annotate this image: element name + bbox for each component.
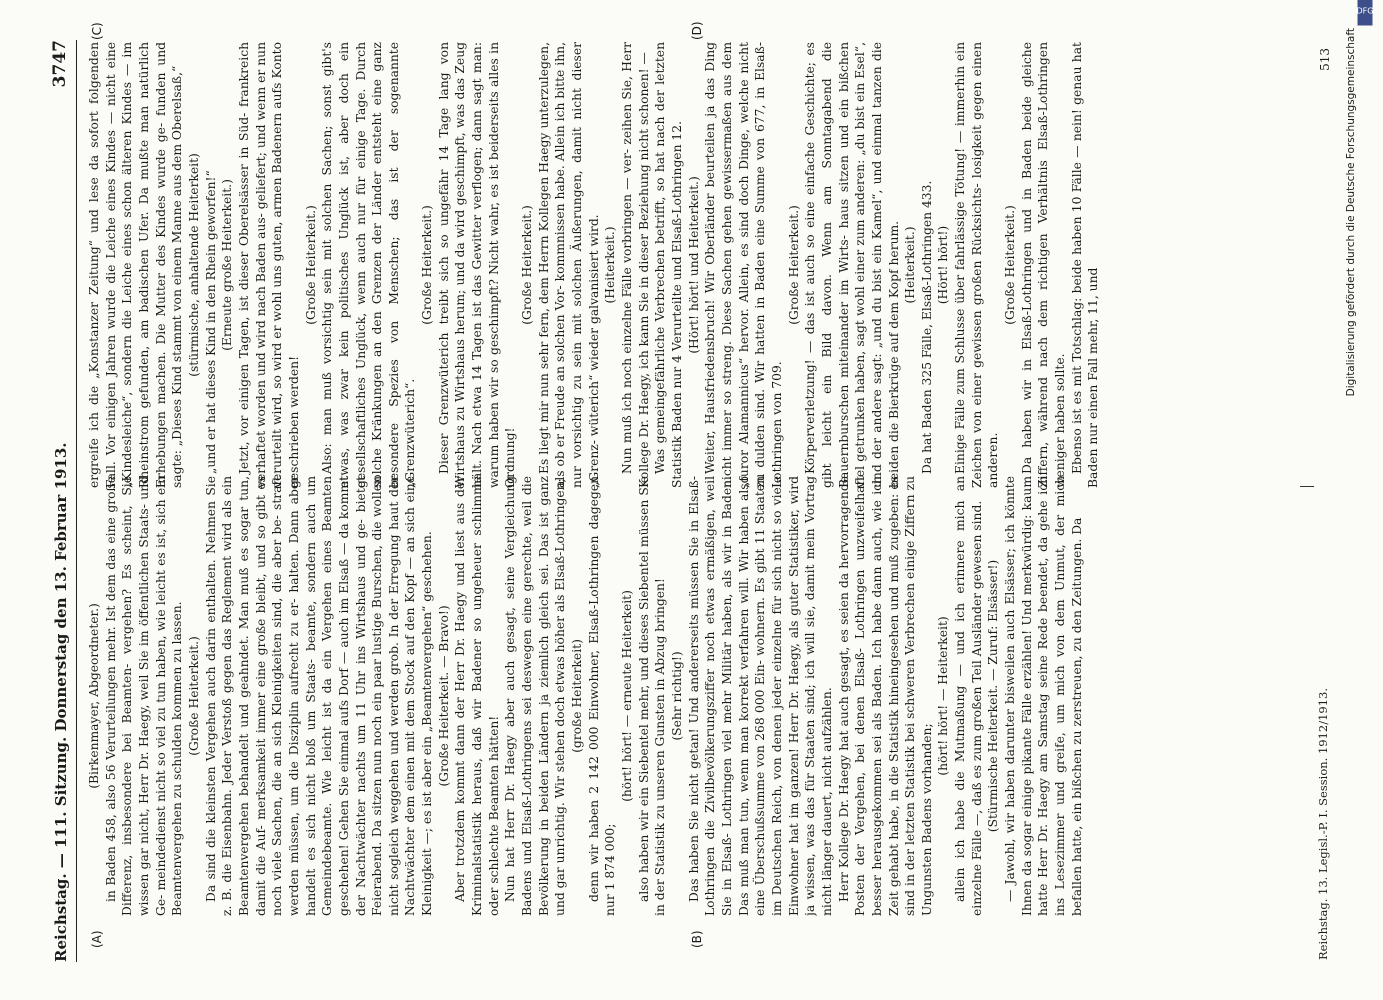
paragraph: denn wir haben 2 142 000 Einwohner, Elsaß-Lothringen dagegen nur 1 874 000; [586,476,618,916]
paragraph: (Stürmische Heiterkeit. — Zuruf: Elsässer!) [986,559,1001,833]
margin-mark-c: (C) [90,22,104,40]
paragraph: Es liegt mir nun sehr fern, dem Herrn Kollegen Haegy unterzulegen, als ob er Freude an solchen Vor- kommnissen habe. Allein ich bitte ihn, nur vorsichtig zu sein mit solchen Äußerungen, damit nicht dieser „Grenz- wüterich“ wieder galvanisiert wird. [536,42,601,488]
paragraph: (Große Heiterkeit.) [186,636,201,756]
right-text-column [86,42,1326,488]
paragraph: (stürmische, anhaltende Heiterkeit) [186,153,201,377]
left-text-column [86,476,1326,916]
paragraph: (große Heiterkeit) [570,639,585,753]
paragraph: in Baden 458, also 56 Verurteilungen mehr. Ist dem das eine große Differenz, insbesondere bei Beamten- vergehen? Es scheint, Sie wissen gar nicht, Herr Dr. Haegy, weil Sie im öffentlichen Staats- und Ge- meindedienst nicht so viel zu tun haben, wie leicht es ist, sich ein Beamtenvergehen zu schulden kommen zu lassen. [103,476,185,916]
paragraph: (Große Heiterkeit.) [420,205,435,325]
paragraph: Da hat Baden 325 Fälle, Elsaß-Lothringen 433. [919,180,934,474]
header-rule [76,40,77,962]
footer-page-sheet: 513 [1318,48,1332,71]
paragraph: Was gemeingefährliche Verbrechen betrifft, so hat nach der letzten Statistik Baden nur 4 Verurteilte und Elsaß-Lothringen 12. [653,42,684,488]
margin-mark-a: (A) [90,930,104,948]
paragraph: Aber trotzdem kommt dann der Herr Dr. Haegy und liest aus der Kriminalstatistik heraus, daß wir Badener so ungeheuer schlimme oder schlechte Beamten hätten! [453,476,501,916]
paragraph: (Hört! hört!) [936,225,951,305]
paragraph: — Jawohl, wir haben darunter bisweilen auch Elsässer; ich könnte Ihnen da sogar einige pikante Fälle erzählen! Und merkwürdig: kaum hatte Herr Dr. Haegy am Samstag seine Rede beendet, da gehe ich ins Lesezimmer und greife, um mich von dem Unmut, der mich befallen hatte, ein bißchen zu zerstreuen, zu den Zeitungen. Da [1003,476,1084,916]
paragraph: ergreife ich die „Konstanzer Zeitung“ und lese da sofort folgenden Fall. Vor einigen Jahren wurde die Leiche eines Kindes — nicht eine „Kindesleiche“, sondern die Leiche eines schon älteren Kindes — im Rheinstrom gefunden, am badischen Ufer. Da mußte man natürlich Erhebungen machen. Die Mutter des Kindes wurde ge- funden und sagte: „Dieses Kind stammt von einem Manne aus dem Oberelsaß,“ [87,42,185,488]
paragraph: (Heiterkeit.) [903,226,918,304]
paragraph: Einige Fälle zum Schlusse über fahrlässige Tötung! — immerhin ein Zeichen von einer gewissen großen Rücksichts- losigkeit gegen einen anderen. [953,42,1001,488]
paragraph: Herr Kollege Dr. Haegy hat auch gesagt, es seien da hervorragende Posten der Vergehen, bei denen Elsaß- Lothringen unzweifelhaft besser herausgekommen sei als Baden. Ich habe dann auch, wie ich Zeit gehabt habe, in die Statistik hineingesehen und muß zugeben: es sind in der letzten Statistik bei schweren Verbrechen einige Ziffern zu Ungunsten Badens vorhanden; [836,476,934,916]
header-title: Reichstag. — 111. Sitzung. Donnerstag den 13. Februar 1913. [52,442,70,962]
paragraph: (Birkenmayer, Abgeordneter.) [87,603,101,789]
paragraph: (Große Heiterkeit.) [520,205,535,325]
paragraph: (Sehr richtig!) [669,651,684,741]
paragraph: (Erneute große Heiterkeit.) [220,179,235,351]
paragraph: (Große Heiterkeit.) [786,205,801,325]
paragraph: (Große Heiterkeit.) [1003,205,1018,325]
paragraph: Jetzt, vor einigen Tagen, ist dieser Oberelsässer in Süd- frankreich verhaftet worden und wird nach Baden aus- geliefert; und wenn er nun verurteilt wird, so wird er wohl uns guten, armen Badenern aufs Konto geschrieben werden! [236,42,301,488]
paragraph: Also: man muß vorsichtig sein mit solchen Sachen; sonst gibt's etwas, was zwar kein politisches Unglück ist, aber doch ein gesellschaftliches Unglück, wenn auch nur für einige Tage. Durch solche Kränkungen an den Grenzen der Länder entsteht eine ganz besondere Spezies von Menschen; das ist der sogenannte „Grenzwüterich“. [320,42,418,488]
paragraph: Dieser Grenzwüterich treibt sich so ungefähr 14 Tage lang von Wirtshaus zu Wirtshaus herum; und da wird geschimpft, was das Zeug hält. Nach etwa 14 Tagen ist das Gewitter verflogen; dann sagt man: warum haben wir so geschimpft? Nicht wahr, es ist beiderseits alles in Ordnung! [436,42,518,488]
digitization-credit: Digitalisierung gefördert durch die Deutsche Forschungsgemeinschaft [1345,28,1357,397]
paragraph: allein ich habe die Mutmaßung — und ich erinnere mich an einzelne Fälle —, daß es zum großen Teil Ausländer gewesen sind. [953,476,984,916]
paragraph: (Heiterkeit.) [603,226,618,304]
paragraph: Weiter, Hausfriedensbruch! Wir Oberländer beurteilen ja das Ding nicht immer so streng. Diese Sachen gehen gewissermaßen aus dem „furor Alamannicus“ hervor. Allein, es sind doch Dinge, welche nicht zu dulden sind. Wir hatten in Baden eine Summe von 677, in Elsaß- Lothringen von 709. [703,42,784,488]
column-end-mark [1300,486,1314,487]
paragraph: Da haben wir in Elsaß-Lothringen und in Baden beide gleiche Ziffern, während nach dem richtigen Verhältnis Elsaß-Lothringen weniger haben sollte. [1019,42,1068,488]
page-header [40,40,70,962]
paragraph: (Große Heiterkeit. — Bravo!) [436,605,451,787]
paragraph: Da sind die kleinsten Vergehen auch darin enthalten. Nehmen Sie z. B. die Eisenbahn. Jeder Verstoß gegen das Reglement wird als ein Beamtenvergehen behandelt und geahndet. Man muß es sogar tun, damit die Auf- merksamkeit immer eine große bleibt, und so gibt es noch viele Sachen, die an sich Kleinigkeiten sind, die aber be- straft werden müssen, um die Disziplin aufrecht zu er- halten. Dann aber handelt es sich nicht bloß um Staats- beamte, sondern auch um Gemeindebeamte. Wie leicht ist da ein Vergehen eines Beamten geschehen! Gehen Sie einmal aufs Dorf — auch im Elsaß — da kommt der Nachtwächter nachts um 11 Uhr ins Wirtshaus und ge- bietet Feierabend. Da sitzen nun noch ein paar lustige Burschen, die wollen nicht sogleich weggehen und werden grob. In der Erregung haut der Nachtwächter dem einen mit dem Stock auf den Kopf — an sich eine Kleinigkeit —; es ist aber ein „Beamtenvergehen“ geschehen. [203,476,435,916]
paragraph: also haben wir ein Siebentel mehr, und dieses Siebentel müssen Sie in der Statistik zu unseren Gunsten in Abzug bringen! [636,476,668,916]
paragraph: „und er hat dieses Kind in den Rhein geworfen!“ [203,170,218,474]
paragraph: (hört! hört! — Heiterkeit) [936,616,951,776]
footer-session-note: Reichstag. 13. Legisl.-P. I. Session. 1912/1913. [1316,687,1330,960]
paragraph: (Große Heiterkeit.) [303,205,318,325]
paragraph: Das haben Sie nicht getan! Und andererseits müssen Sie in Elsaß-Lothringen die Zivilbevölkerungsziffer noch etwas ermäßigen, weil Sie in Elsaß- Lothringen viel mehr Militär haben, als wir in Baden. Das muß man tun, wenn man korrekt verfahren will. Wir haben also eine Überschußsumme von 268 000 Ein- wohnern. Es gibt 11 Staaten im Deutschen Reich, von denen jeder einzelne für sich nicht so viele Einwohner hat im ganzen! Herr Dr. Haegy, als guter Statistiker, wird ja wissen, was das für Staaten sind; ich will sie, damit mein Vortrag nicht länger dauert, nicht aufzählen. [686,476,834,916]
paragraph: (hört! hört! — erneute Heiterkeit) [620,590,634,802]
paragraph: (Hört! hört! und Heiterkeit.) [686,176,701,354]
page-number: 3747 [50,40,70,88]
paragraph: Körperverletzung! — das ist auch so eine einfache Geschichte; es gibt leicht ein Bild davon. Wenn am Sonntagabend die Bauernburschen miteinander im Wirts- haus sitzen und ein bißchen viel getrunken haben, sagt wohl einer zum anderen: „du bist ein Esel“, und der andere sagt: „und du bist ein Kamel“, und einmal tanzen die beiden die Bierkrüge auf dem Kopf herum. [803,42,901,488]
margin-mark-d: (D) [690,21,704,40]
dfg-logo: DFG [1358,0,1373,26]
margin-mark-b: (B) [690,930,704,948]
paragraph: Ebenso ist es mit Totschlag: beide haben 10 Fälle — nein! genau hat Baden nur einen Fall mehr, 11, und [1069,42,1101,488]
paragraph: Nun muß ich noch einzelne Fälle vorbringen — ver- zeihen Sie, Herr Kollege Dr. Haegy, ich kann Sie in dieser Beziehung nicht schonen! — [620,42,651,488]
paragraph: Nun hat Herr Dr. Haegy aber auch gesagt, seine Vergleichung Badens und Elsaß-Lothringens sei deswegen eine gerechte, weil die Bevölkerung in beiden Ländern ja ziemlich gleich sei. Das ist ganz und gar unrichtig. Wir stehen doch etwas höher als Elsaß-Lothringen; [503,476,568,916]
